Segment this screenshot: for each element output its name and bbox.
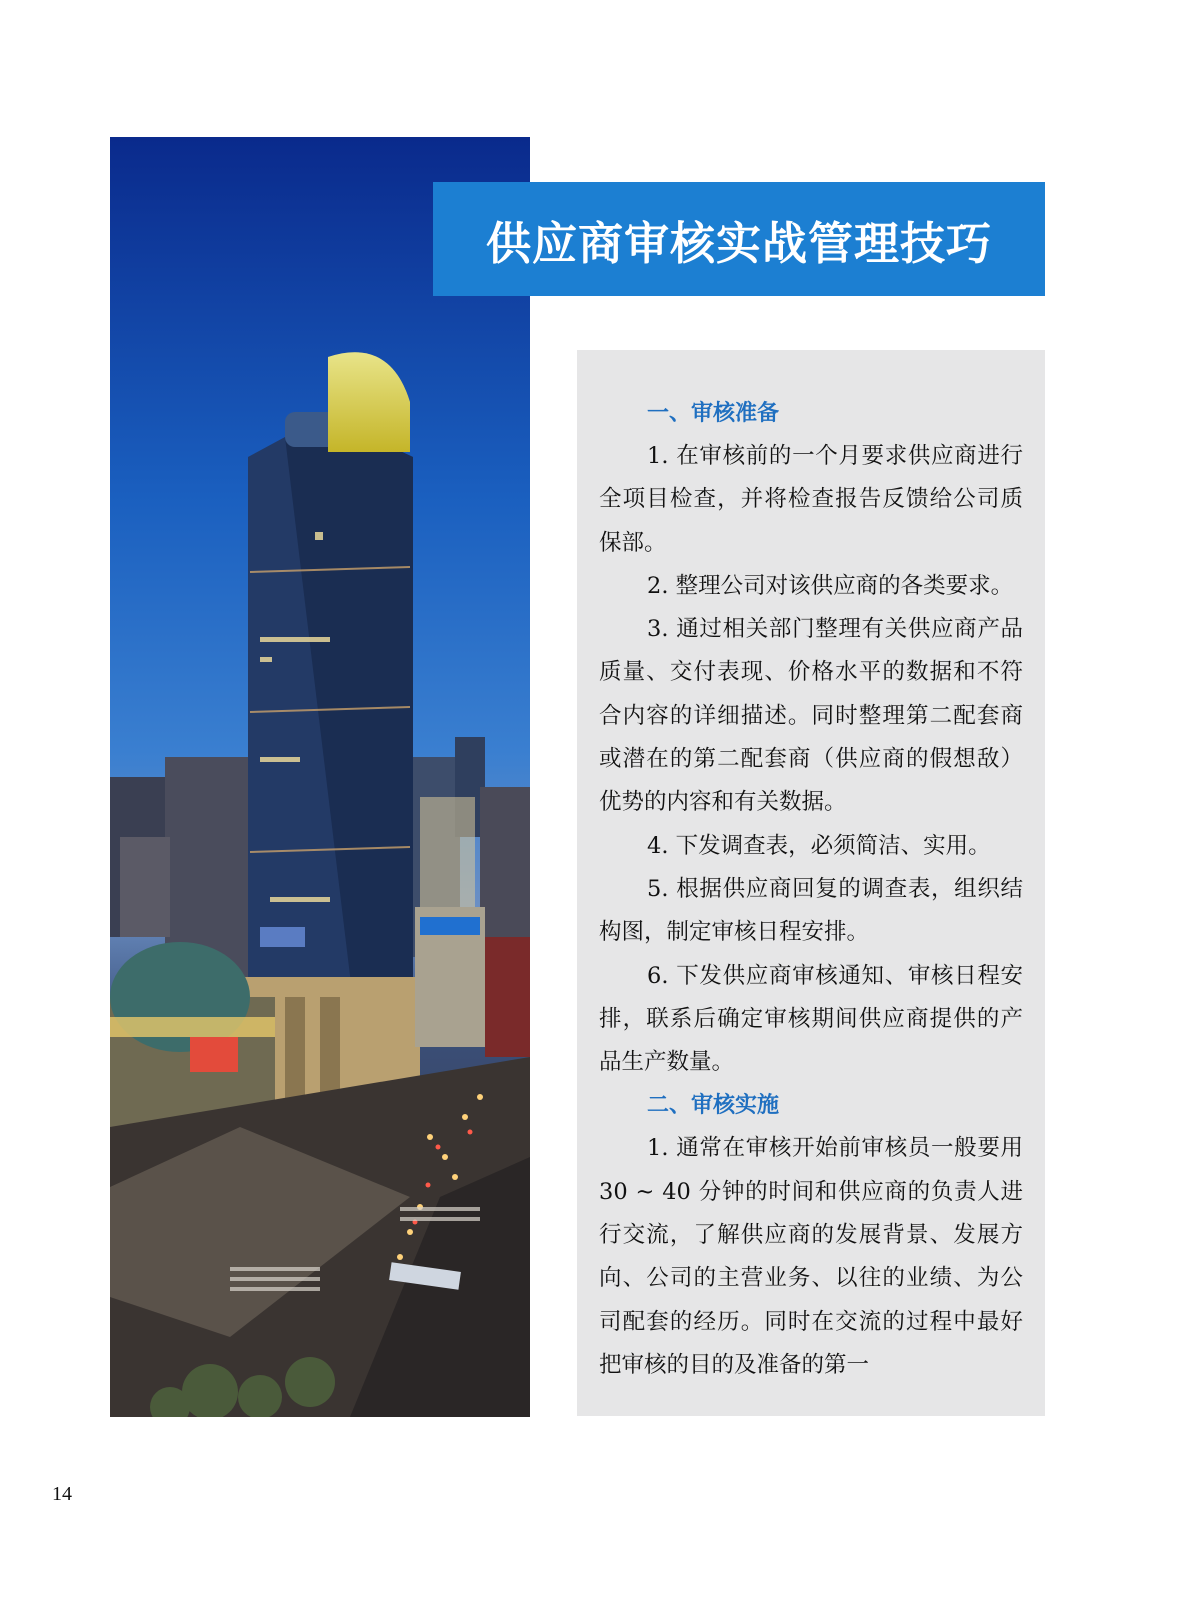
paragraph: 4. 下发调查表，必须简洁、实用。 [647,832,991,859]
section-heading-prep: 一、审核准备 [647,401,780,426]
page-number: 14 [52,1483,72,1505]
paragraph: 6. 下发供应商审核通知、审核日程安排，联系后确定审核期间供应商提供的产品生产数量。 [599,962,1023,1076]
paragraph: 3. 通过相关部门整理有关供应商产品质量、交付表现、价格水平的数据和不符合内容的详细描述。同时整理第二配套商或潜在的第二配套商（供应商的假想敌）优势的内容和有关数据。 [599,616,1023,816]
city-skyscraper-photo [110,137,530,1417]
skyscraper-illustration [110,137,530,1417]
page-title: 供应商审核实战管理技巧 [485,216,992,270]
section-heading-implementation: 二、审核实施 [647,1093,780,1119]
title-banner [433,182,1045,296]
article-text-panel [577,350,1045,1416]
paragraph: 1. 在审核前的一个月要求供应商进行全项目检查，并将检查报告反馈给公司质保部。 [599,443,1023,556]
paragraph: 1. 通常在审核开始前审核员一般要用 30 ~ 40 分钟的时间和供应商的负责人进行交流，了解供应商的发展背景、发展方向、公司的主营业务、以往的业绩、为公司配套的经历。同时在交流的过程中最好把审核的目的及准备的第一 [599,1135,1023,1378]
paragraph: 5. 根据供应商回复的调查表，组织结构图，制定审核日程安排。 [599,875,1023,946]
paragraph: 2. 整理公司对该供应商的各类要求。 [647,572,1014,599]
